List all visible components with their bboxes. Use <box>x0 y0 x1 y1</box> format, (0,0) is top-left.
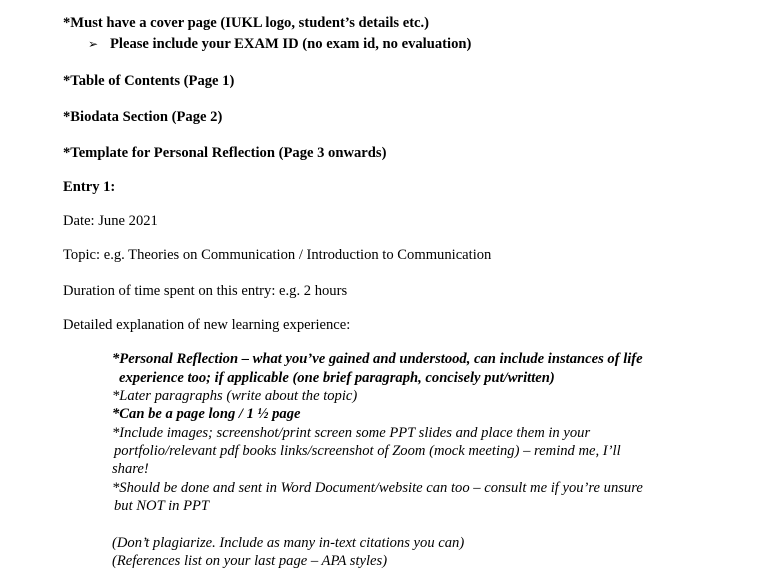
reflection-line-1: *Personal Reflection – what you’ve gained and understood, can include instances of life <box>112 351 643 367</box>
page-length-note <box>112 405 301 423</box>
exam-id-text: Please include your EXAM ID (no exam id, no evaluation) <box>110 36 472 52</box>
page-length-value: a page long / 1 ½ page <box>165 406 301 422</box>
word-doc-line-2: but NOT in PPT <box>114 498 210 514</box>
entry-date: Date: June 2021 <box>63 213 158 229</box>
word-doc-line-1: *Should be done and sent in Word Document/website can too – consult me if you’re unsure <box>112 480 643 496</box>
template-requirement: *Template for Personal Reflection (Page 3 onwards) <box>63 145 387 161</box>
arrow-bullet-icon: ➢ <box>88 37 99 51</box>
images-line-2: portfolio/relevant pdf books links/screenshot of Zoom (mock meeting) – remind me, I’ll <box>114 443 621 459</box>
images-line-1: *Include images; screenshot/print screen some PPT slides and place them in your <box>112 425 591 441</box>
entry-heading: Entry 1: <box>63 179 116 195</box>
cover-page-requirement: *Must have a cover page (IUKL logo, student’s details etc.) <box>63 15 430 31</box>
reflection-line-2: experience too; if applicable (one brief paragraph, concisely put/written) <box>119 370 555 386</box>
exam-id-note <box>88 35 471 53</box>
explanation-label: Detailed explanation of new learning experience: <box>63 317 351 333</box>
later-paragraphs-note: *Later paragraphs (write about the topic) <box>112 388 358 404</box>
plagiarism-note: (Don’t plagiarize. Include as many in-text citations you can) <box>112 535 465 551</box>
entry-topic: Topic: e.g. Theories on Communication / Introduction to Communication <box>63 247 492 263</box>
table-of-contents-requirement: *Table of Contents (Page 1) <box>63 73 235 89</box>
entry-duration: Duration of time spent on this entry: e.g. 2 hours <box>63 283 348 299</box>
images-line-3: share! <box>112 461 149 477</box>
page-length-prefix: *Can be <box>112 406 166 422</box>
biodata-requirement: *Biodata Section (Page 2) <box>63 109 223 125</box>
references-note: (References list on your last page – APA styles) <box>112 553 388 569</box>
